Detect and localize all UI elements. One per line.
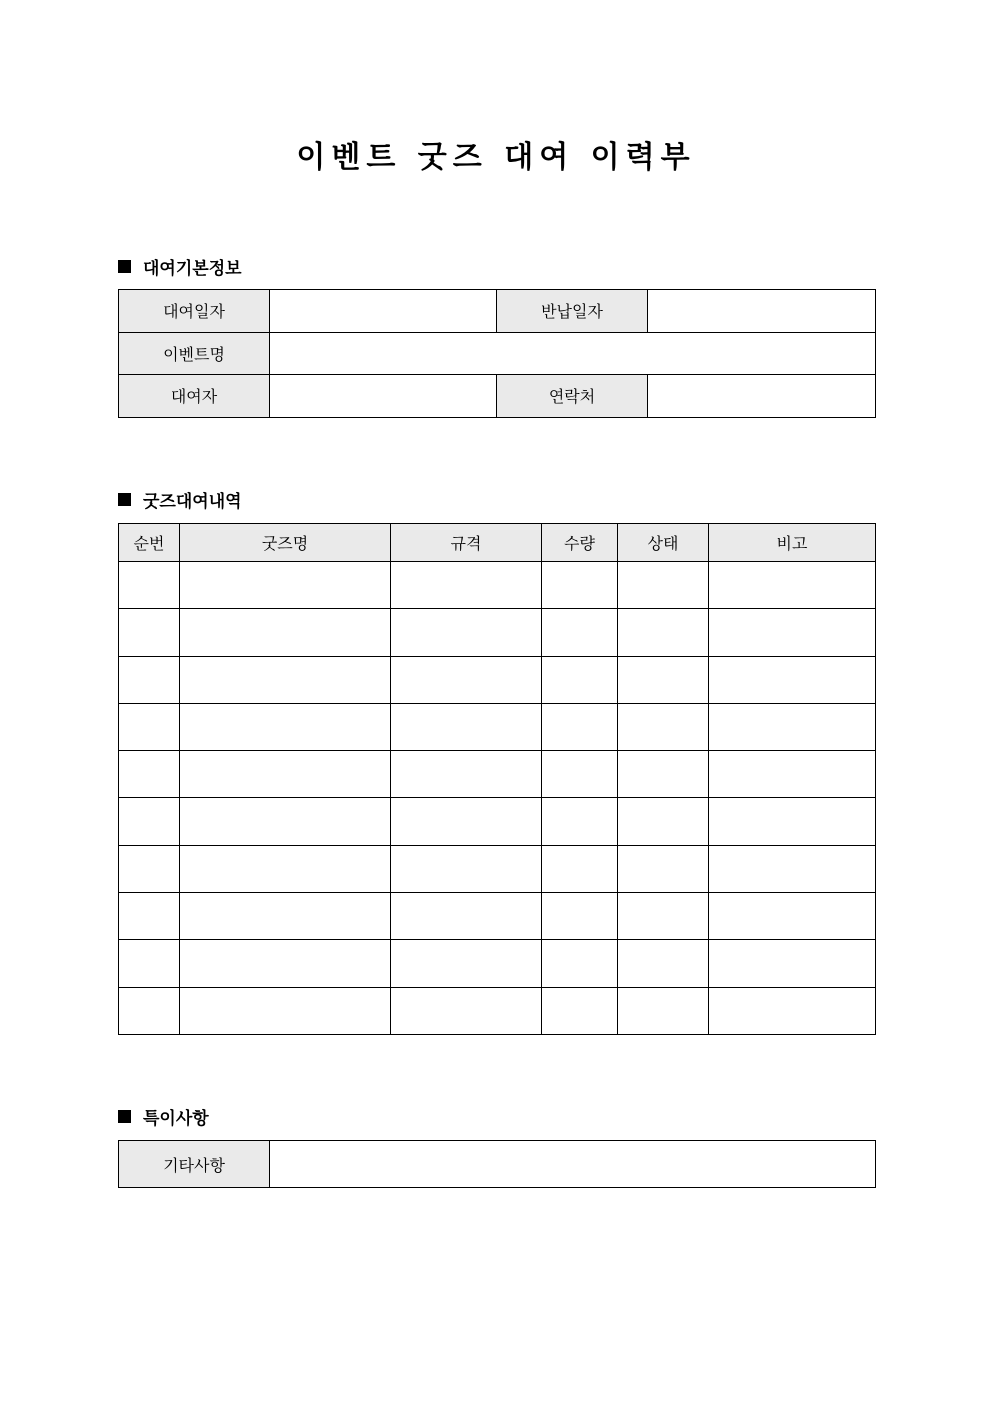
cell-spec[interactable] xyxy=(391,845,542,892)
table-row xyxy=(119,703,876,750)
event-name-field[interactable] xyxy=(270,332,876,375)
cell-goods-name[interactable] xyxy=(180,656,391,703)
cell-note[interactable] xyxy=(709,893,876,940)
cell-spec[interactable] xyxy=(391,609,542,656)
table-row xyxy=(119,609,876,656)
cell-spec[interactable] xyxy=(391,893,542,940)
return-date-label: 반납일자 xyxy=(497,290,648,333)
cell-status[interactable] xyxy=(618,751,709,798)
cell-spec[interactable] xyxy=(391,987,542,1034)
square-bullet-icon xyxy=(118,260,131,273)
rental-list-table xyxy=(118,523,876,1035)
cell-note[interactable] xyxy=(709,609,876,656)
section-heading-basic-info xyxy=(118,254,242,279)
cell-status[interactable] xyxy=(618,987,709,1034)
square-bullet-icon xyxy=(118,493,131,506)
table-row xyxy=(119,893,876,940)
section-heading-remarks xyxy=(118,1104,209,1129)
cell-spec[interactable] xyxy=(391,940,542,987)
cell-note[interactable] xyxy=(709,940,876,987)
cell-goods-name[interactable] xyxy=(180,703,391,750)
remarks-table xyxy=(118,1140,876,1188)
cell-seq[interactable] xyxy=(119,751,180,798)
cell-quantity[interactable] xyxy=(542,893,618,940)
cell-spec[interactable] xyxy=(391,703,542,750)
page-title: 이벤트 굿즈 대여 이력부 xyxy=(296,140,696,175)
cell-quantity[interactable] xyxy=(542,845,618,892)
cell-status[interactable] xyxy=(618,656,709,703)
table-row xyxy=(119,751,876,798)
cell-note[interactable] xyxy=(709,845,876,892)
section-heading-label: 대여기본정보 xyxy=(143,259,242,279)
header-spec: 규격 xyxy=(391,524,542,562)
cell-quantity[interactable] xyxy=(542,703,618,750)
table-row xyxy=(119,562,876,609)
other-remarks-field[interactable] xyxy=(270,1141,876,1188)
table-row xyxy=(119,845,876,892)
rental-date-label: 대여일자 xyxy=(119,290,270,333)
cell-spec[interactable] xyxy=(391,656,542,703)
cell-quantity[interactable] xyxy=(542,656,618,703)
cell-status[interactable] xyxy=(618,845,709,892)
cell-seq[interactable] xyxy=(119,562,180,609)
cell-seq[interactable] xyxy=(119,798,180,845)
cell-spec[interactable] xyxy=(391,798,542,845)
cell-quantity[interactable] xyxy=(542,940,618,987)
cell-status[interactable] xyxy=(618,703,709,750)
cell-quantity[interactable] xyxy=(542,751,618,798)
cell-seq[interactable] xyxy=(119,893,180,940)
cell-note[interactable] xyxy=(709,562,876,609)
cell-seq[interactable] xyxy=(119,656,180,703)
table-row xyxy=(119,940,876,987)
table-row xyxy=(119,656,876,703)
cell-goods-name[interactable] xyxy=(180,940,391,987)
cell-goods-name[interactable] xyxy=(180,798,391,845)
renter-label: 대여자 xyxy=(119,375,270,418)
renter-field[interactable] xyxy=(270,375,497,418)
cell-status[interactable] xyxy=(618,940,709,987)
cell-goods-name[interactable] xyxy=(180,845,391,892)
cell-note[interactable] xyxy=(709,656,876,703)
cell-goods-name[interactable] xyxy=(180,893,391,940)
cell-spec[interactable] xyxy=(391,562,542,609)
cell-seq[interactable] xyxy=(119,845,180,892)
cell-status[interactable] xyxy=(618,798,709,845)
return-date-field[interactable] xyxy=(648,290,876,333)
cell-seq[interactable] xyxy=(119,609,180,656)
other-remarks-label: 기타사항 xyxy=(119,1141,270,1188)
header-note: 비고 xyxy=(709,524,876,562)
contact-field[interactable] xyxy=(648,375,876,418)
cell-goods-name[interactable] xyxy=(180,562,391,609)
cell-note[interactable] xyxy=(709,703,876,750)
cell-note[interactable] xyxy=(709,751,876,798)
table-row xyxy=(119,987,876,1034)
contact-label: 연락처 xyxy=(497,375,648,418)
cell-note[interactable] xyxy=(709,987,876,1034)
cell-spec[interactable] xyxy=(391,751,542,798)
section-heading-rental-list xyxy=(118,487,242,512)
header-goods-name: 굿즈명 xyxy=(180,524,391,562)
cell-quantity[interactable] xyxy=(542,798,618,845)
cell-quantity[interactable] xyxy=(542,609,618,656)
cell-goods-name[interactable] xyxy=(180,751,391,798)
square-bullet-icon xyxy=(118,1110,131,1123)
header-seq: 순번 xyxy=(119,524,180,562)
cell-goods-name[interactable] xyxy=(180,987,391,1034)
event-name-label: 이벤트명 xyxy=(119,332,270,375)
section-heading-label: 굿즈대여내역 xyxy=(143,492,242,512)
header-status: 상태 xyxy=(618,524,709,562)
cell-seq[interactable] xyxy=(119,703,180,750)
rental-date-field[interactable] xyxy=(270,290,497,333)
cell-quantity[interactable] xyxy=(542,562,618,609)
cell-status[interactable] xyxy=(618,609,709,656)
header-quantity: 수량 xyxy=(542,524,618,562)
table-header-row xyxy=(119,524,876,562)
table-row xyxy=(119,798,876,845)
cell-status[interactable] xyxy=(618,893,709,940)
cell-goods-name[interactable] xyxy=(180,609,391,656)
cell-note[interactable] xyxy=(709,798,876,845)
basic-info-table xyxy=(118,289,876,418)
cell-quantity[interactable] xyxy=(542,987,618,1034)
section-heading-label: 특이사항 xyxy=(143,1109,209,1129)
cell-seq[interactable] xyxy=(119,940,180,987)
cell-seq[interactable] xyxy=(119,987,180,1034)
cell-status[interactable] xyxy=(618,562,709,609)
